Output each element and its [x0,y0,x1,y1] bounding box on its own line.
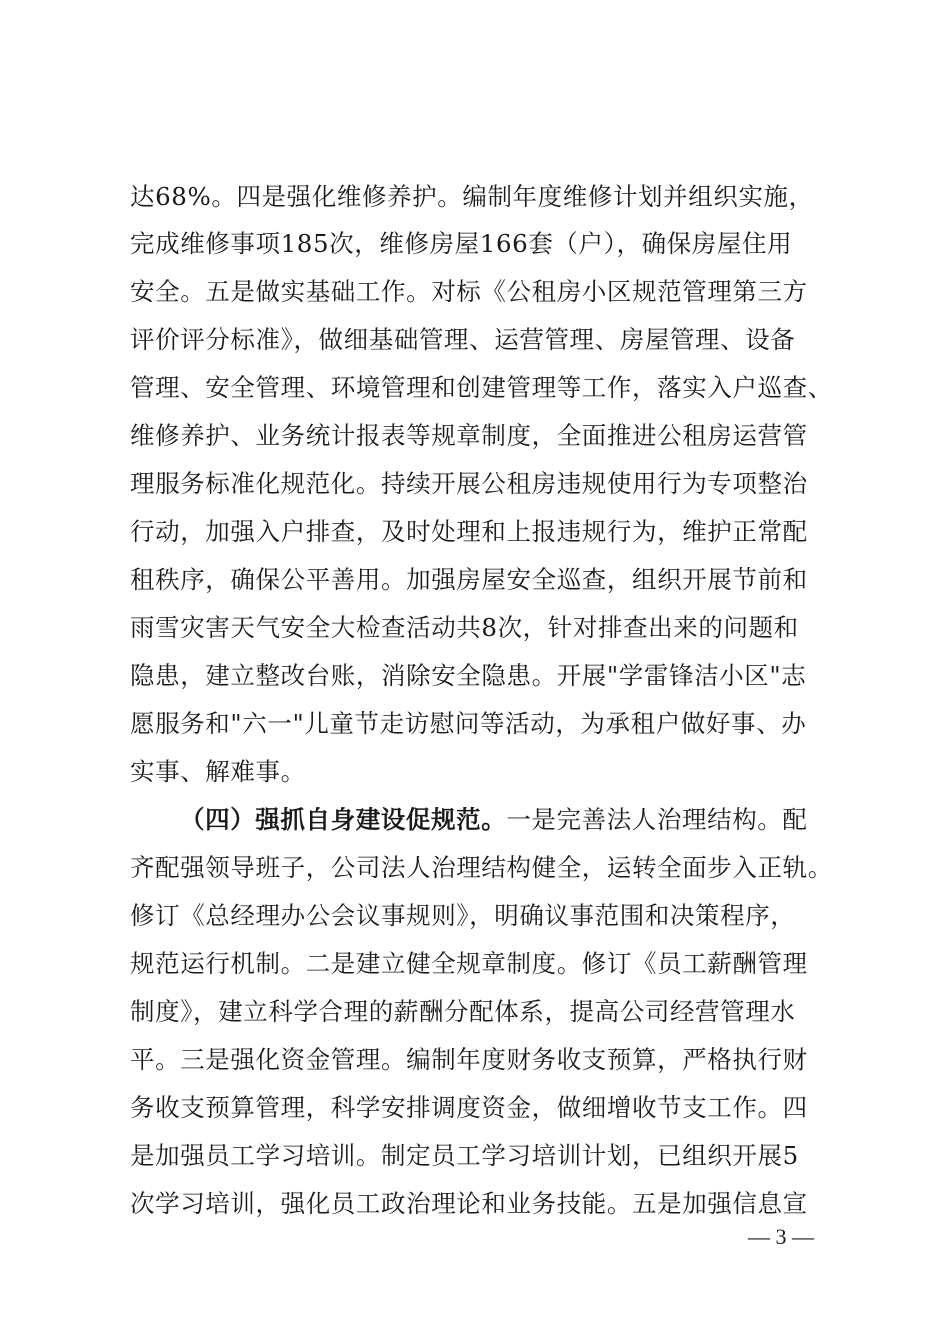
body-line: 务收支预算管理，科学安排调度资金，做细增收节支工作。四 [130,1093,808,1122]
body-line: 安全。五是做实基础工作。对标《公租房小区规范管理第三方 [130,277,808,306]
body-line: 是加强员工学习培训。制定员工学习培训计划，已组织开展5 [130,1141,799,1170]
body-line: 评价评分标准》，做细基础管理、运营管理、房屋管理、设备 [130,325,796,354]
body-line: 维修养护、业务统计报表等规章制度，全面推进公租房运营管 [130,421,808,450]
section-4-heading: （四）强抓自身建设促规范。 [180,805,507,834]
body-line: 理服务标准化规范化。持续开展公租房违规使用行为专项整治 [130,469,808,498]
body-line: 管理、安全管理、环境管理和创建管理等工作，落实入户巡查、 [130,373,833,402]
body-line: 制度》，建立科学合理的薪酬分配体系，提高公司经营管理水 [130,997,796,1026]
body-line: 完成维修事项185次，维修房屋166套（户），确保房屋住用 [130,229,793,258]
body-line: 平。三是强化资金管理。编制年度财务收支预算，严格执行财 [130,1045,808,1074]
body-line: 隐患，建立整改台账，消除安全隐患。开展"学雷锋洁小区"志 [130,661,807,690]
body-line: 愿服务和"六一"儿童节走访慰问等活动，为承租户做好事、办 [130,709,807,738]
section-4-first-line-text: 一是完善法人治理结构。配 [506,805,808,834]
body-line: 雨雪灾害天气安全大检查活动共8次，针对排查出来的问题和 [130,613,799,642]
body-line: 实事、解难事。 [130,757,306,786]
body-line: 租秩序，确保公平善用。加强房屋安全巡查，组织开展节前和 [130,565,808,594]
body-line: 达68%。四是强化维修养护。编制年度维修计划并组织实施， [130,182,814,211]
body-line: 次学习培训，强化员工政治理论和业务技能。五是加强信息宣 [130,1189,808,1218]
body-line: 规范运行机制。二是建立健全规章制度。修订《员工薪酬管理 [130,949,808,978]
body-line: 修订《总经理办公会议事规则》，明确议事范围和决策程序， [130,901,796,930]
section-4-first-line [180,800,808,840]
body-line: 齐配强领导班子，公司法人治理结构健全，运转全面步入正轨。 [130,853,833,882]
body-line: 行动，加强入户排查，及时处理和上报违规行为，维护正常配 [130,517,808,546]
page-number: — 3 — [748,1224,814,1249]
